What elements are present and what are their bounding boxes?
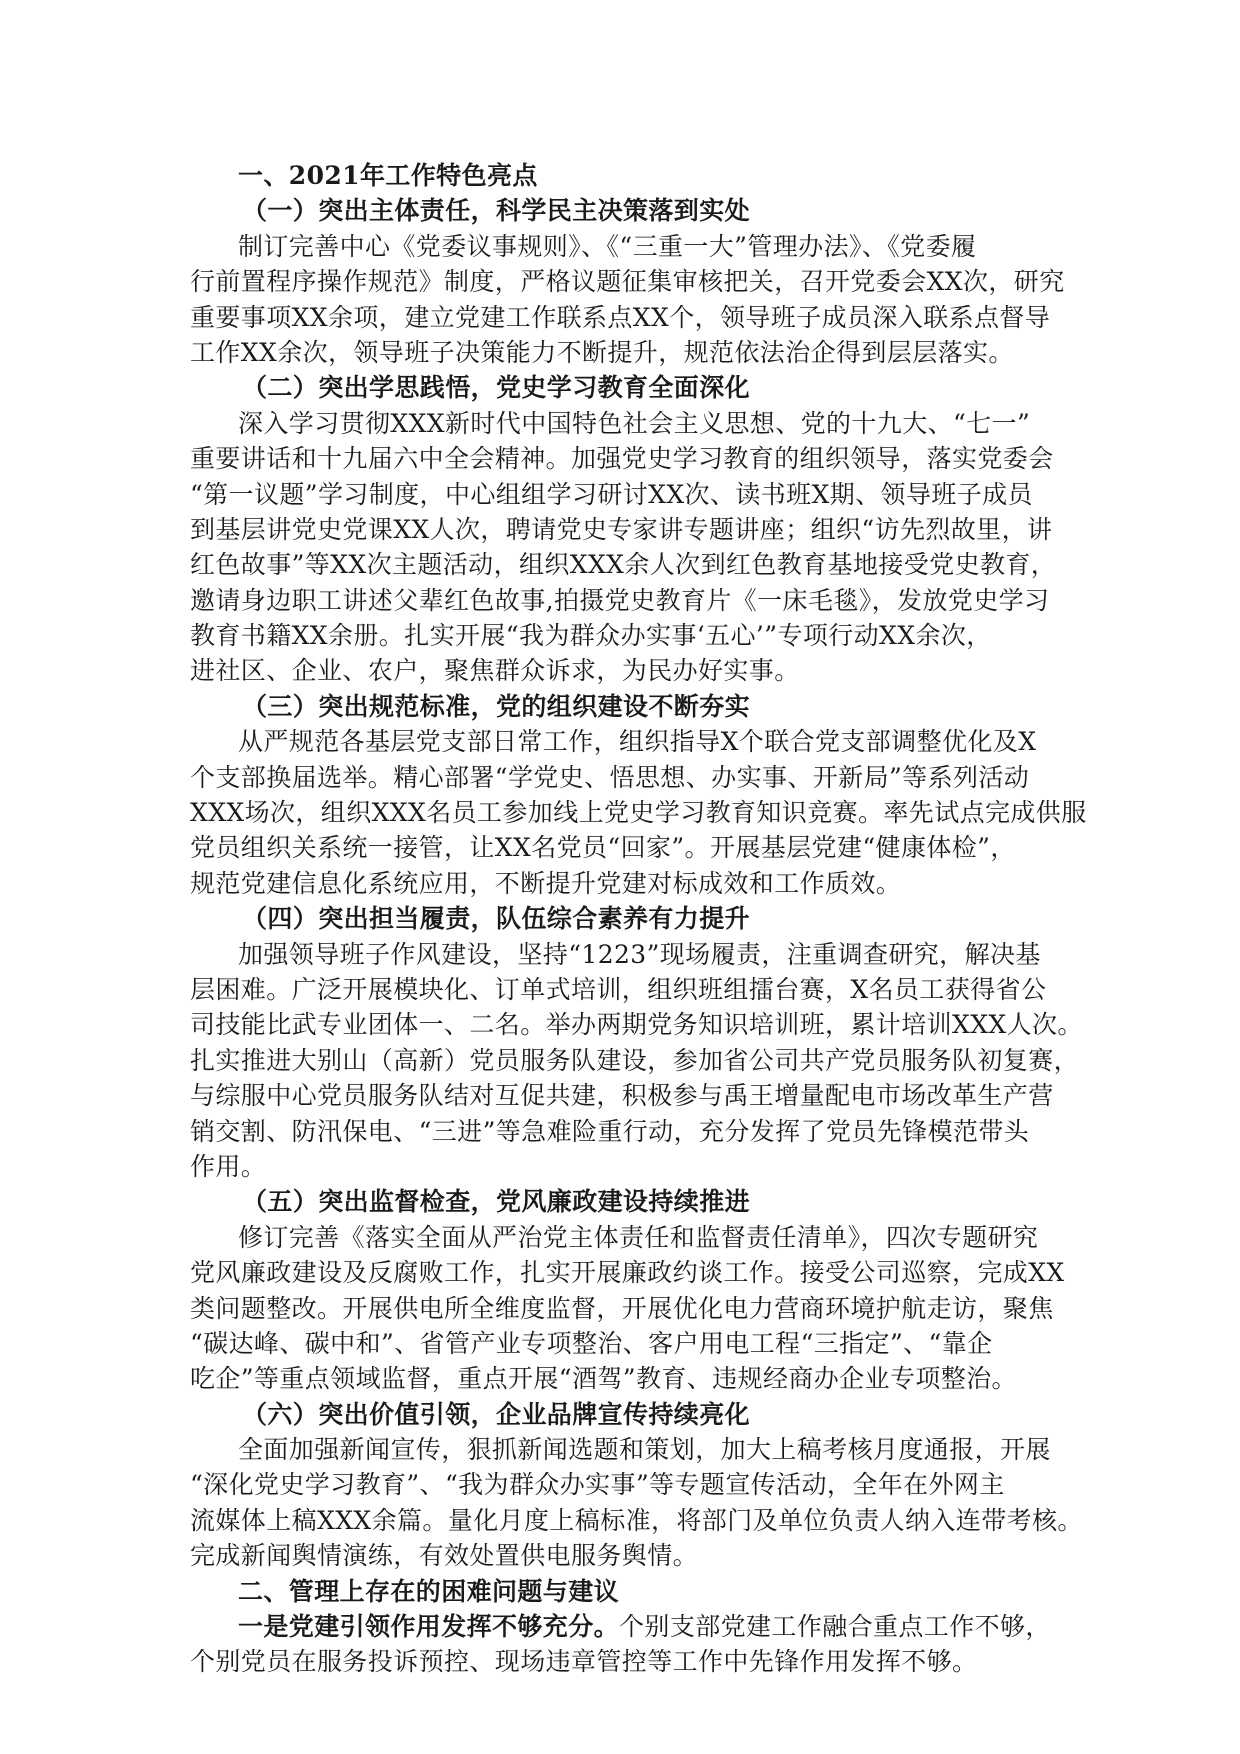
paragraph-line: 制订完善中心《党委议事规则》、《“三重一大”管理办法》、《党委履 xyxy=(238,231,977,261)
paragraph-line: 与综服中心党员服务队结对互促共建，积极参与禹王增量配电市场改革生产营 xyxy=(190,1081,1054,1111)
paragraph-line: 扎实推进大别山（高新）党员服务队建设，参加省公司共产党员服务队初复赛， xyxy=(190,1045,1080,1075)
final-paragraph-line-2: 个别党员在服务投诉预控、现场违章管控等工作中先锋作用发挥不够。 xyxy=(190,1647,978,1677)
subsection-heading: （三）突出规范标准，党的组织建设不断夯实 xyxy=(242,691,751,721)
subsection-heading: （四）突出担当履责，队伍综合素养有力提升 xyxy=(242,904,751,934)
paragraph-line: 规范党建信息化系统应用，不断提升党建对标成效和工作质效。 xyxy=(190,868,902,898)
paragraph-line: 类问题整改。开展供电所全维度监督，开展优化电力营商环境护航走访，聚焦 xyxy=(190,1293,1054,1323)
paragraph-line: 重要讲话和十九届六中全会精神。加强党史学习教育的组织领导，落实党委会 xyxy=(190,444,1054,474)
paragraph-line: “深化党史学习教育”、“我为群众办实事”等专题宣传活动，全年在外网主 xyxy=(190,1470,1005,1500)
subsection-heading: （二）突出学思践悟，党史学习教育全面深化 xyxy=(242,373,751,403)
final-paragraph-line-1 xyxy=(190,1609,1060,1644)
paragraph-line: 全面加强新闻宣传，狠抓新闻选题和策划，加大上稿考核月度通报，开展 xyxy=(238,1435,1051,1465)
paragraph-line: 吃企”等重点领域监督，重点开展“酒驾”教育、违规经商办企业专项整治。 xyxy=(190,1364,1017,1394)
paragraph-line: 深入学习贯彻XXX新时代中国特色社会主义思想、党的十九大、“七一” xyxy=(238,408,1031,438)
paragraph-line: 到基层讲党史党课XX人次，聘请党史专家讲专题讲座；组织“访先烈故里，讲 xyxy=(190,514,1053,544)
subsection-heading: （五）突出监督检查，党风廉政建设持续推进 xyxy=(242,1187,751,1217)
paragraph-line: 完成新闻舆情演练，有效处置供电服务舆情。 xyxy=(190,1541,699,1571)
paragraph-line: 层困难。广泛开展模块化、订单式培训，组织班组擂台赛，X名员工获得省公 xyxy=(190,974,1047,1004)
section-heading: 一、2021年工作特色亮点 xyxy=(238,161,538,190)
paragraph-line: 从严规范各基层党支部日常工作，组织指导X个联合党支部调整优化及X xyxy=(238,727,1037,757)
paragraph-line: 邀请身边职工讲述父辈红色故事,拍摄党史教育片《一床毛毯》，发放党史学习 xyxy=(190,585,1050,615)
paragraph-line: 红色故事”等XX次主题活动，组织XXX余人次到红色教育基地接受党史教育， xyxy=(190,550,1057,580)
paragraph-line: 修订完善《落实全面从严治党主体责任和监督责任清单》，四次专题研究 xyxy=(238,1222,1039,1252)
paragraph-line: 个支部换届选举。精心部署“学党史、悟思想、办实事、开新局”等系列活动 xyxy=(190,762,1030,792)
paragraph-line: XXX场次，组织XXX名员工参加线上党史学习教育知识竞赛。率先试点完成供服 xyxy=(190,798,1087,828)
paragraph-line: 重要事项XX余项，建立党建工作联系点XX个，领导班子成员深入联系点督导 xyxy=(190,302,1051,332)
paragraph-line: 行前置程序操作规范》制度，严格议题征集审核把关，召开党委会XX次，研究 xyxy=(190,267,1065,297)
paragraph-line: 教育书籍XX余册。扎实开展“我为群众办实事‘五心’”专项行动XX余次， xyxy=(190,621,992,651)
paragraph-line: 销交割、防汛保电、“三进”等急难险重行动，充分发挥了党员先锋模范带头 xyxy=(190,1116,1030,1146)
paragraph-line: 加强领导班子作风建设，坚持“1223”现场履责，注重调查研究，解决基 xyxy=(238,939,1041,969)
paragraph-line: 党员组织关系统一接管，让XX名党员“回家”。开展基层党建“健康体检”， xyxy=(190,833,1016,863)
paragraph-line: 司技能比武专业团体一、二名。举办两期党务知识培训班，累计培训XXX人次。 xyxy=(190,1010,1083,1040)
document-page xyxy=(190,158,1087,1680)
final-paragraph-lead: 一是党建引领作用发挥不够充分。 xyxy=(238,1612,620,1642)
subsection-heading: （六）突出价值引领，企业品牌宣传持续亮化 xyxy=(242,1399,751,1429)
paragraph-line: “碳达峰、碳中和”、省管产业专项整治、客户用电工程“三指定”、“靠企 xyxy=(190,1328,993,1358)
paragraph-line: “第一议题”学习制度，中心组组学习研讨XX次、读书班X期、领导班子成员 xyxy=(190,479,1033,509)
paragraph-line: 进社区、企业、农户，聚焦群众诉求，为民办好实事。 xyxy=(190,656,800,686)
final-paragraph-text: 个别支部党建工作融合重点工作不够， xyxy=(619,1612,1051,1642)
document-body xyxy=(190,158,1087,1609)
paragraph-line: 作用。 xyxy=(190,1151,267,1181)
paragraph-line: 流媒体上稿XXX余篇。量化月度上稿标准，将部门及单位负责人纳入连带考核。 xyxy=(190,1505,1083,1535)
section-heading: 二、管理上存在的困难问题与建议 xyxy=(238,1576,620,1606)
paragraph-line: 党风廉政建设及反腐败工作，扎实开展廉政约谈工作。接受公司巡察，完成XX xyxy=(190,1258,1065,1288)
paragraph-line: 工作XX余次，领导班子决策能力不断提升，规范依法治企得到层层落实。 xyxy=(190,337,1014,367)
subsection-heading: （一）突出主体责任，科学民主决策落到实处 xyxy=(242,196,751,226)
